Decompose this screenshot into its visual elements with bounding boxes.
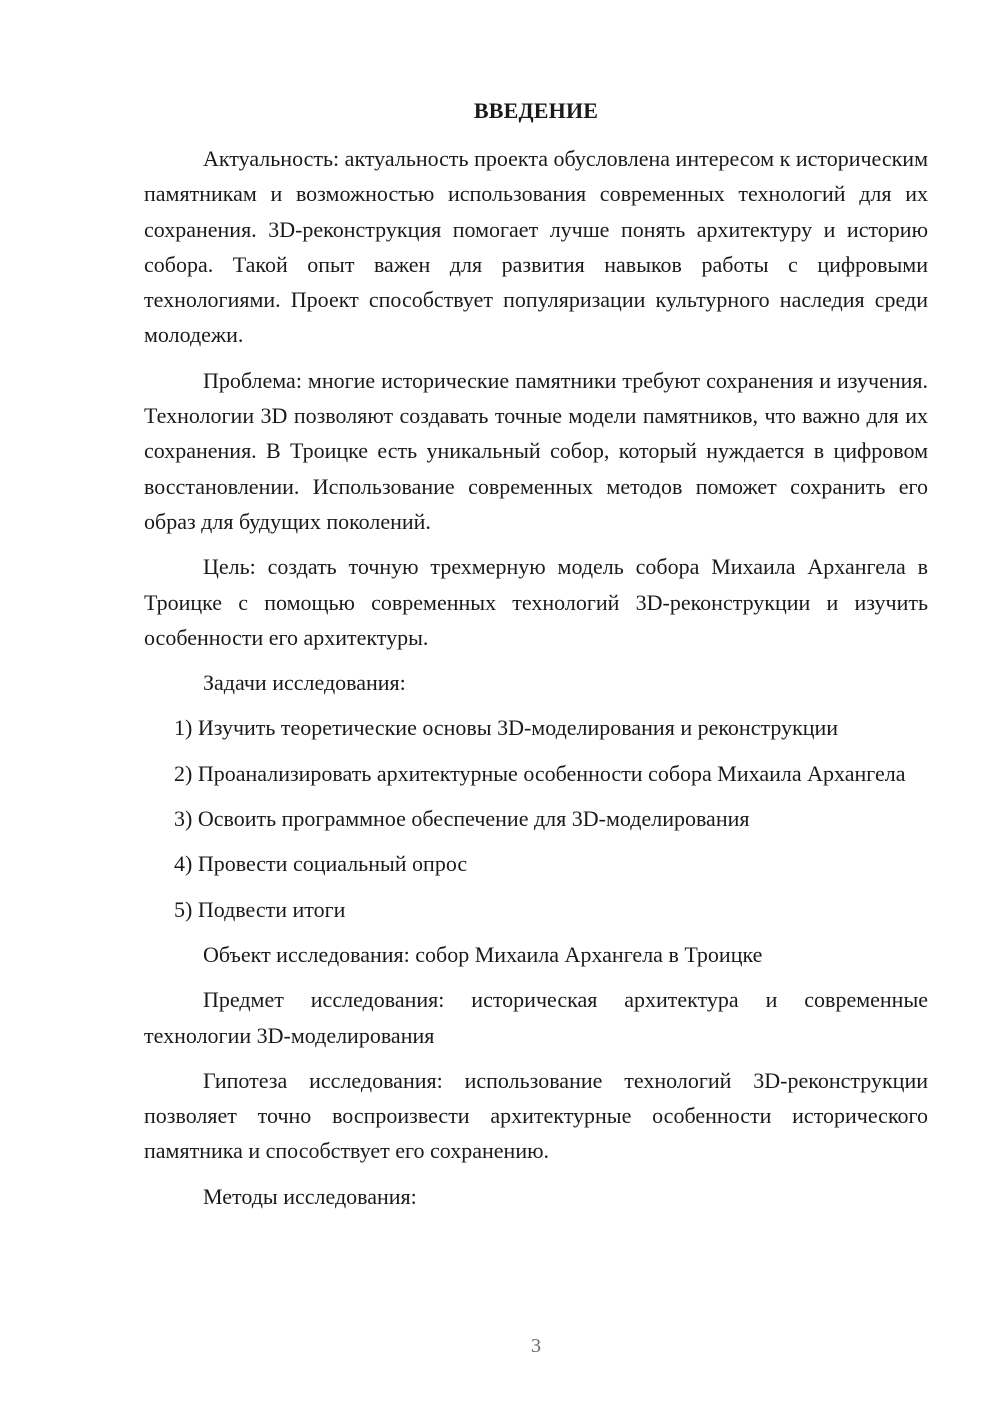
list-item-task-4: 4) Провести социальный опрос xyxy=(174,851,468,877)
paragraph-object: Объект исследования: собор Михаила Архангела в Троицке xyxy=(203,941,763,967)
list-item-task-2: 2) Проанализировать архитектурные особенности собора Михаила Архангела xyxy=(174,760,906,786)
page-title: ВВЕДЕНИЕ xyxy=(473,98,599,123)
paragraph-problem: Проблема: многие исторические памятники требуют сохранения и изучения. Технологии 3D позволяют создавать точные модели памятников, что важно для их сохранения. В Троицке есть уникальный собор, который нуждается в цифровом восстановлении. Использование современных методов поможет сохранить его образ для будущих поколений. xyxy=(144,367,928,534)
page-number: 3 xyxy=(531,1335,541,1357)
list-item-task-3: 3) Освоить программное обеспечение для 3D-моделирования xyxy=(174,806,750,832)
paragraph-goal: Цель: создать точную трехмерную модель собора Михаила Архангела в Троицке с помощью современных технологий 3D-реконструкции и изучить особенности его архитектуры. xyxy=(144,554,928,650)
list-item-task-5: 5) Подвести итоги xyxy=(174,896,346,922)
document-body xyxy=(144,141,928,1224)
paragraph-tasks-heading: Задачи исследования: xyxy=(203,670,406,696)
list-item-task-1: 1) Изучить теоретические основы 3D-моделирования и реконструкции xyxy=(174,715,839,741)
paragraph-subject: Предмет исследования: историческая архитектура и современные технологии 3D-моделирования xyxy=(144,987,928,1048)
paragraph-methods-heading: Методы исследования: xyxy=(203,1183,417,1209)
paragraph-relevance: Актуальность: актуальность проекта обусловлена интересом к историческим памятникам и возможностью использования современных технологий для их сохранения. 3D-реконструкция помогает лучше понять архитектуру и историю собора. Такой опыт важен для развития навыков работы с цифровыми технологиями. Проект способствует популяризации культурного наследия среди молодежи. xyxy=(144,146,928,348)
paragraph-hypothesis: Гипотеза исследования: использование технологий 3D-реконструкции позволяет точно воспроизвести архитектурные особенности исторического памятника и способствует его сохранению. xyxy=(144,1067,928,1164)
